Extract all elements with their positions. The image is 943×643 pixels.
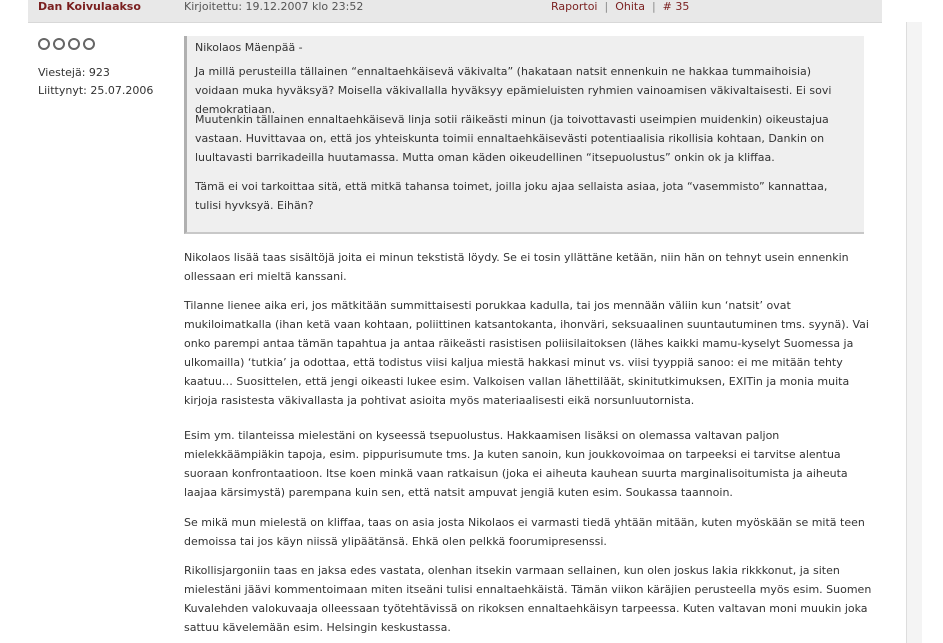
rank-circle-icon [38,38,50,50]
author-name-link[interactable]: Dan Koivulaakso [38,0,141,13]
user-post-count: Viestejä: 923 [38,66,110,79]
post-number-link[interactable]: # 35 [662,0,690,13]
post-paragraph: Nikolaos lisää taas sisältöjä joita ei minun tekstistä löydy. Se ei tosin yllättäne ketään, niin hän on tehnyt usein ennenkin ollessaan eri mieltä kanssani. [184,251,849,283]
rank-circle-icon [68,38,80,50]
quote-author: Nikolaos Mäenpää - [195,41,303,54]
post-paragraph: Esim ym. tilanteissa mielestäni on kyseessä tsepuolustus. Hakkaamisen lisäksi on olemassa valtavan paljon mielekkäämpiäkin tapoja, esim. pippurisumute tms. Ja kuten sanoin, kun joukkovoimaa on tarpeeksi ei tarvitse alentua suoraan konfrontaatioon. Itse koen minkä vaan ratkaisun (joka ei aiheuta kauhean suurta marginalisoitumista ja aiheuta laajaa kärsimystä) parempana kuin sen, että natsit ampuvat jengiä kuten esim. Soukassa taannoin. [184,429,848,499]
vertical-scrollbar[interactable] [906,22,923,643]
post-header-bar [28,0,882,23]
post-date: Kirjoitettu: 19.12.2007 klo 23:52 [184,0,364,13]
quote-paragraph: Muutenkin tällainen ennaltaehkäisevä linja sotii räikeästi minun (ja toivottavasti useimpien muidenkin) oikeustajua vastaan. Huvittavaa on, että jos yhteiskunta toimii ennaltaehkäisevästi potentiaalisia rikollisia kohtaan, Dankin on luultavasti barrikadeilla huutamassa. Mutta oman käden oikeudellinen “itsepuolustus” onkin ok ja kliffaa. [195,113,829,164]
ignore-link[interactable]: Ohita [615,0,645,13]
quote-paragraph: Ja millä perusteilla tällainen “ennaltaehkäisevä väkivalta” (hakataan natsit ennenkuin ne hakkaa tummaihoisia) voidaan muka hyväksyä? Moisella väkivallalla hyväksyy epämieluisten ryhmien vainoamisen väkivaltaisesti. Ei sovi demokratiaan. [195,65,832,116]
rank-circle-icon [53,38,65,50]
quote-paragraph: Tämä ei voi tarkoittaa sitä, että mitkä tahansa toimet, joilla joku ajaa sellaista asiaa, jota “vasemmisto” kannattaa, tulisi hyvksyä. Eihän? [195,180,828,212]
user-rank-icons [38,38,98,53]
user-joined-date: Liittynyt: 25.07.2006 [38,84,154,97]
post-paragraph: Se mikä mun mielestä on kliffaa, taas on asia josta Nikolaos ei varmasti tiedä yhtään mitään, kuten myöskään se mitä teen demoissa tai jos käyn niissä ylipäätänsä. Ehkä olen pelkkä foorumipresenssi. [184,516,865,548]
post-paragraph: Rikollisjargoniin taas en jaksa edes vastata, olenhan itsekin varmaan sellainen, kun olen joskus lakia rikkkonut, ja siten mielestäni jäävi kommentoimaan miten itseäni tulisi ennaltaehkäistä. Tämän viikon käräjien perusteella myös esim. Suomen Kuvalehden valokuvaaja olleessaan työtehtävissä on rikoksen ennaltaehkäisyn tarpeessa. Kuten valtavan moni muukin joka sattuu kävelemään esim. Helsingin keskustassa. [184,564,872,634]
quote-block [184,36,864,234]
post-paragraph: Tilanne lienee aika eri, jos mätkitään summittaisesti porukkaa kadulla, tai jos mennään väliin kun ‘natsit’ ovat mukiloimatkalla (ihan ketä vaan kohtaan, poliittinen katsantokanta, ihonväri, seksuaalinen suuntautuminen tms. syynä). Vai onko parempi antaa tämän tapahtua ja antaa räikeästi rasistisen poliisilaitoksen (lähes kaikki mamu-kyselyt Suomessa ja ulkomailla) ‘tutkia’ ja odottaa, että todistus viisi kaljua miestä hakkasi minut vs. viisi tyyppiä sanoo: ei me mitään tehty kaatuu… Suosittelen, että jengi oikeasti lukee esim. Valkoisen vallan lähettiläät, skinitutkimuksen, EXITin ja monia muita kirjoja rasistesta väkivallasta ja pohtivat asioita myös materiaalisesti eikä norsunluutornista. [184,299,869,407]
report-link[interactable]: Raportoi [551,0,598,13]
rank-circle-icon [83,38,95,50]
post-actions: Raportoi | Ohita | # 35 [551,0,690,13]
page-edge [922,0,943,643]
